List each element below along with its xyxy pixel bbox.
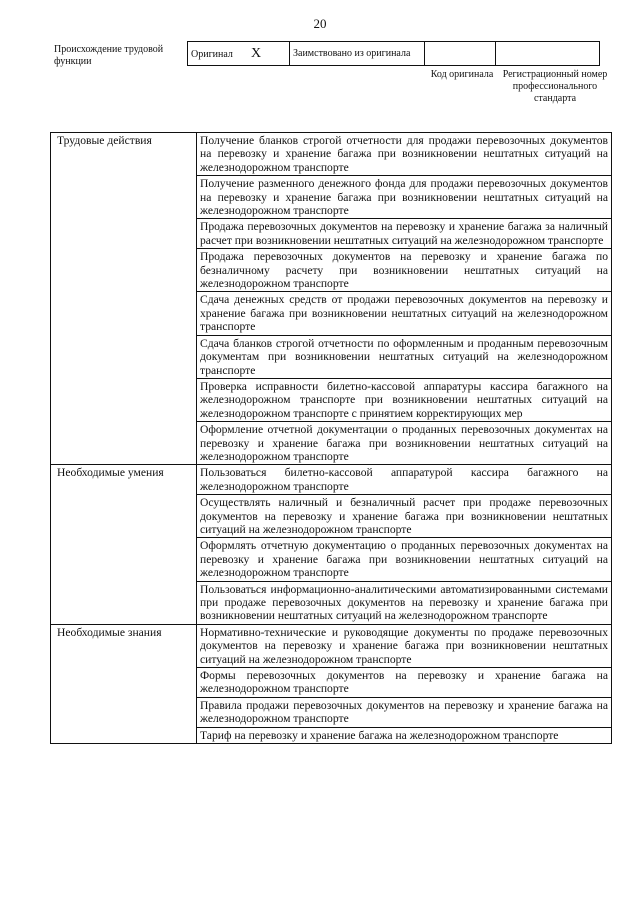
section-item: Получение бланков строгой отчетности для продажи перевозочных документов на перевозку и хранение багажа при возникновении нештатных ситуаций на железнодорожном транспорте <box>197 133 612 176</box>
section-title: Необходимые умения <box>51 465 197 624</box>
section-item: Оформлять отчетную документацию о проданных перевозочных документах на перевозку и хранение багажа при возникновении нештатных ситуаций на железнодорожном транспорте <box>197 538 612 581</box>
origin-table <box>187 41 600 66</box>
section-item: Нормативно-технические и руководящие документы по продаже перевозочных документов на перевозку и хранение багажа при возникновении нештатных ситуаций на железнодорожном транспорте <box>197 624 612 667</box>
function-table <box>50 132 612 744</box>
reg-number-caption: Регистрационный номер профессионального стандарта <box>502 69 608 104</box>
original-mark: X <box>251 45 262 61</box>
code-cell <box>425 42 496 66</box>
section-item: Сдача бланков строгой отчетности по оформленным и проданным перевозочным документам при возникновении нештатных ситуаций на железнодорожном транспорте <box>197 335 612 378</box>
section-item: Осуществлять наличный и безналичный расчет при продаже перевозочных документов на перевозку и хранение багажа при возникновении нештатных ситуаций на железнодорожном транспорте <box>197 495 612 538</box>
section-item: Продажа перевозочных документов на перевозку и хранение багажа по безналичному расчету при возникновении нештатных ситуаций на железнодорожном транспорте <box>197 249 612 292</box>
table-row <box>51 465 612 495</box>
code-caption: Код оригинала <box>430 69 494 80</box>
section-item: Формы перевозочных документов на перевозку и хранение багажа на железнодорожном транспорте <box>197 668 612 698</box>
original-cell <box>188 42 290 66</box>
section-item: Пользоваться билетно-кассовой аппаратурой кассира багажного на железнодорожном транспорте <box>197 465 612 495</box>
page-number: 20 <box>313 16 327 31</box>
original-label: Оригинал <box>191 48 233 60</box>
borrowed-cell <box>290 42 425 66</box>
reg-number-cell <box>496 42 600 66</box>
section-item: Пользоваться информационно-аналитическими автоматизированными системами при продаже перевозочных документов на перевозку и хранение багажа при возникновении нештатных ситуаций на железнодорожном транспорте <box>197 581 612 624</box>
table-row <box>51 133 612 176</box>
section-item: Правила продажи перевозочных документов на перевозку и хранение багажа на железнодорожном транспорте <box>197 697 612 727</box>
section-item: Продажа перевозочных документов на перевозку и хранение багажа за наличный расчет при возникновении нештатных ситуаций на железнодорожном транспорте <box>197 219 612 249</box>
section-item: Проверка исправности билетно-кассовой аппаратуры кассира багажного на железнодорожном транспорте при возникновении нештатных ситуаций на железнодорожном транспорте с принятием корректирующих мер <box>197 378 612 421</box>
section-item: Получение разменного денежного фонда для продажи перевозочных документов на перевозку и хранение багажа при возникновении нештатных ситуаций на железнодорожном транспорте <box>197 176 612 219</box>
section-item: Тариф на перевозку и хранение багажа на железнодорожном транспорте <box>197 727 612 743</box>
borrowed-label: Заимствовано из оригинала <box>293 48 411 59</box>
section-item: Сдача денежных средств от продажи перевозочных документов на перевозку и хранение багажа при возникновении нештатных ситуаций на железнодорожном транспорте <box>197 292 612 335</box>
origin-label: Происхождение трудовой функции <box>54 44 164 67</box>
section-title: Необходимые знания <box>51 624 197 743</box>
section-item: Оформление отчетной документации о проданных перевозочных документах на перевозку и хранение багажа при возникновении нештатных ситуаций на железнодорожном транспорте <box>197 422 612 465</box>
table-row <box>51 624 612 667</box>
section-title: Трудовые действия <box>51 133 197 465</box>
